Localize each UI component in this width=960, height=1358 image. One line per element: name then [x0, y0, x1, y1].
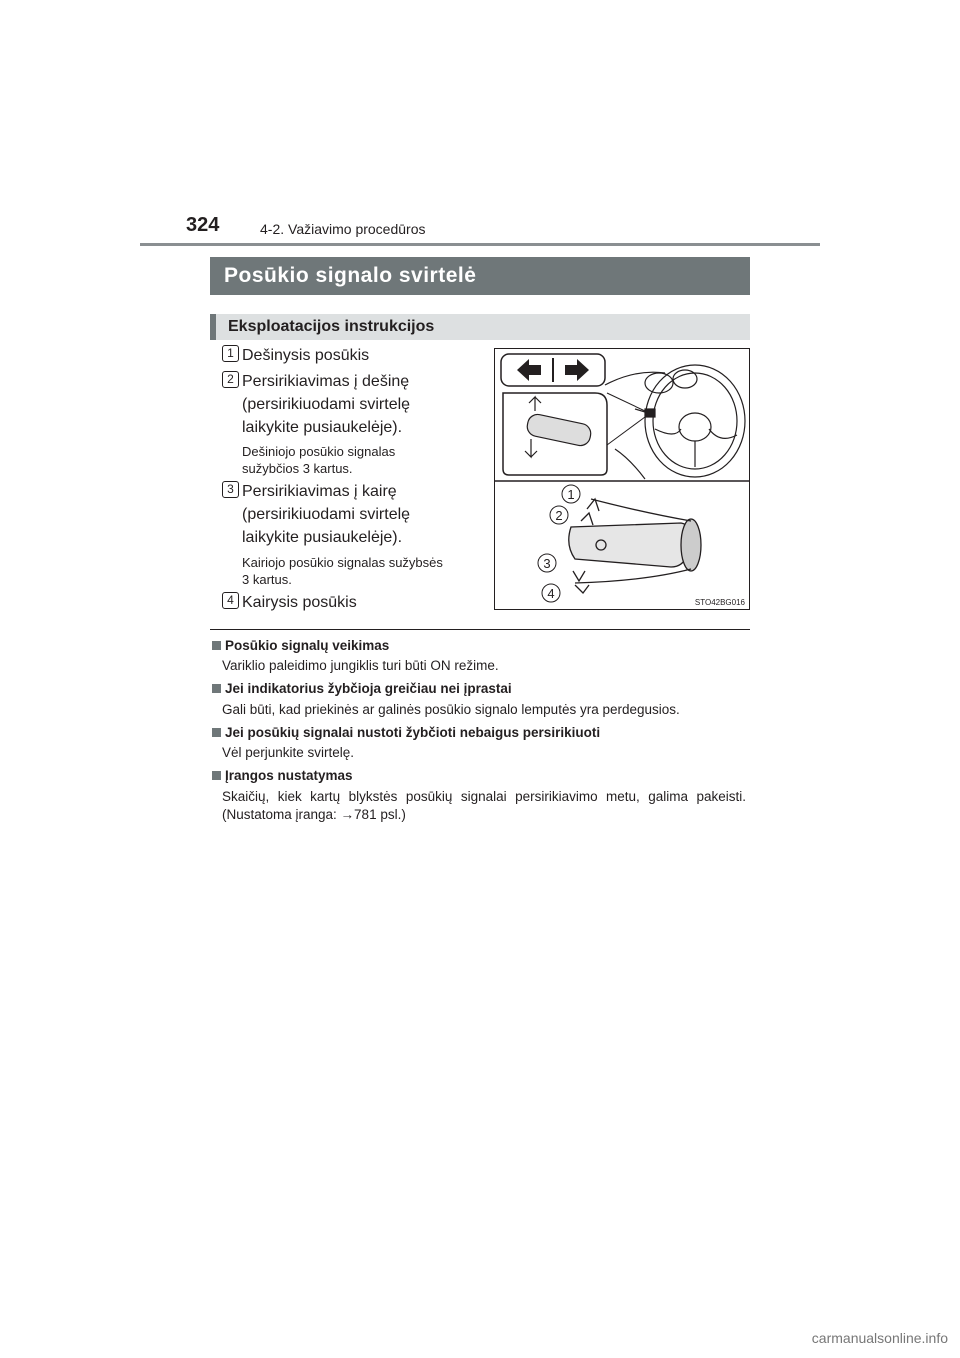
- step-3-note-line-1: Kairiojo posūkio signalas sužybsės: [242, 555, 443, 570]
- step-2-text: [242, 370, 410, 439]
- lever-detail-icon: [569, 499, 701, 593]
- step-1-text: [242, 344, 369, 367]
- step-3-line-3: laikykite pusiaukelėje).: [242, 529, 403, 546]
- header-rule: [140, 243, 820, 246]
- callout-1: 1: [567, 487, 575, 502]
- subsection-title: Eksploatacijos instrukcijos: [210, 314, 750, 340]
- callout-3: 3: [543, 556, 551, 571]
- note-title-2: [212, 681, 512, 696]
- illustration-code: STO42BG016: [694, 598, 745, 607]
- watermark: carmanualsonline.info: [811, 1330, 948, 1346]
- note-title-3: [212, 725, 600, 740]
- page-number: 324: [186, 214, 220, 236]
- step-number-2: 2: [222, 371, 239, 388]
- note-title-3-text: Jei posūkių signalai nustoti žybčioti nebaigus persirikiuoti: [225, 725, 601, 740]
- chapter-title: 4-2. Važiavimo procedūros: [260, 221, 426, 237]
- step-2-line-3: laikykite pusiaukelėje).: [242, 419, 403, 436]
- note-title-1-text: Posūkio signalų veikimas: [225, 638, 390, 653]
- step-2-note: [242, 443, 395, 477]
- step-2-line-2: (persirikiuodami svirtelę: [242, 396, 411, 413]
- step-2-note-line-2: sužybčios 3 kartus.: [242, 461, 353, 476]
- step-number-1: 1: [222, 345, 239, 362]
- body-rule: [210, 629, 750, 630]
- step-3-note-line-2: 3 kartus.: [242, 572, 292, 587]
- step-number-3: 3: [222, 481, 239, 498]
- lever-diagram: [495, 349, 749, 609]
- step-1-line-1: Dešinysis posūkis: [242, 347, 370, 364]
- note-title-4-text: Įrangos nustatymas: [225, 768, 353, 783]
- step-3-line-2: (persirikiuodami svirtelę: [242, 506, 411, 523]
- callout-2: 2: [555, 508, 563, 523]
- step-4-text: [242, 591, 357, 614]
- note-title-1: [212, 638, 389, 653]
- step-3-line-1: Persirikiavimas į kairę: [242, 483, 397, 500]
- note-title-4: [212, 768, 353, 783]
- step-2-note-line-1: Dešiniojo posūkio signalas: [242, 444, 396, 459]
- note-title-2-text: Jei indikatorius žybčioja greičiau nei įprastai: [225, 681, 512, 696]
- step-number-4: 4: [222, 592, 239, 609]
- step-3-text: [242, 480, 410, 549]
- note-body-3: Vėl perjunkite svirtelę.: [222, 745, 355, 760]
- callout-4: 4: [547, 586, 555, 601]
- step-4-line-1: Kairysis posūkis: [242, 594, 357, 611]
- note-body-2: Gali būti, kad priekinės ar galinės posūkio signalo lemputės yra perdegusios.: [222, 702, 680, 717]
- step-3-note: [242, 554, 443, 588]
- section-title: Posūkio signalo svirtelė: [210, 257, 750, 295]
- step-2-line-1: Persirikiavimas į dešinę: [242, 373, 410, 390]
- note-body-1: Variklio paleidimo jungiklis turi būti ON režime.: [222, 658, 499, 673]
- note-body-4: Skaičių, kiek kartų blykstės posūkių signalai persirikiavimo metu, galima pakeisti. (Nustatoma įranga: →781 psl.): [222, 789, 746, 822]
- turn-signal-lever-illustration: [494, 348, 750, 610]
